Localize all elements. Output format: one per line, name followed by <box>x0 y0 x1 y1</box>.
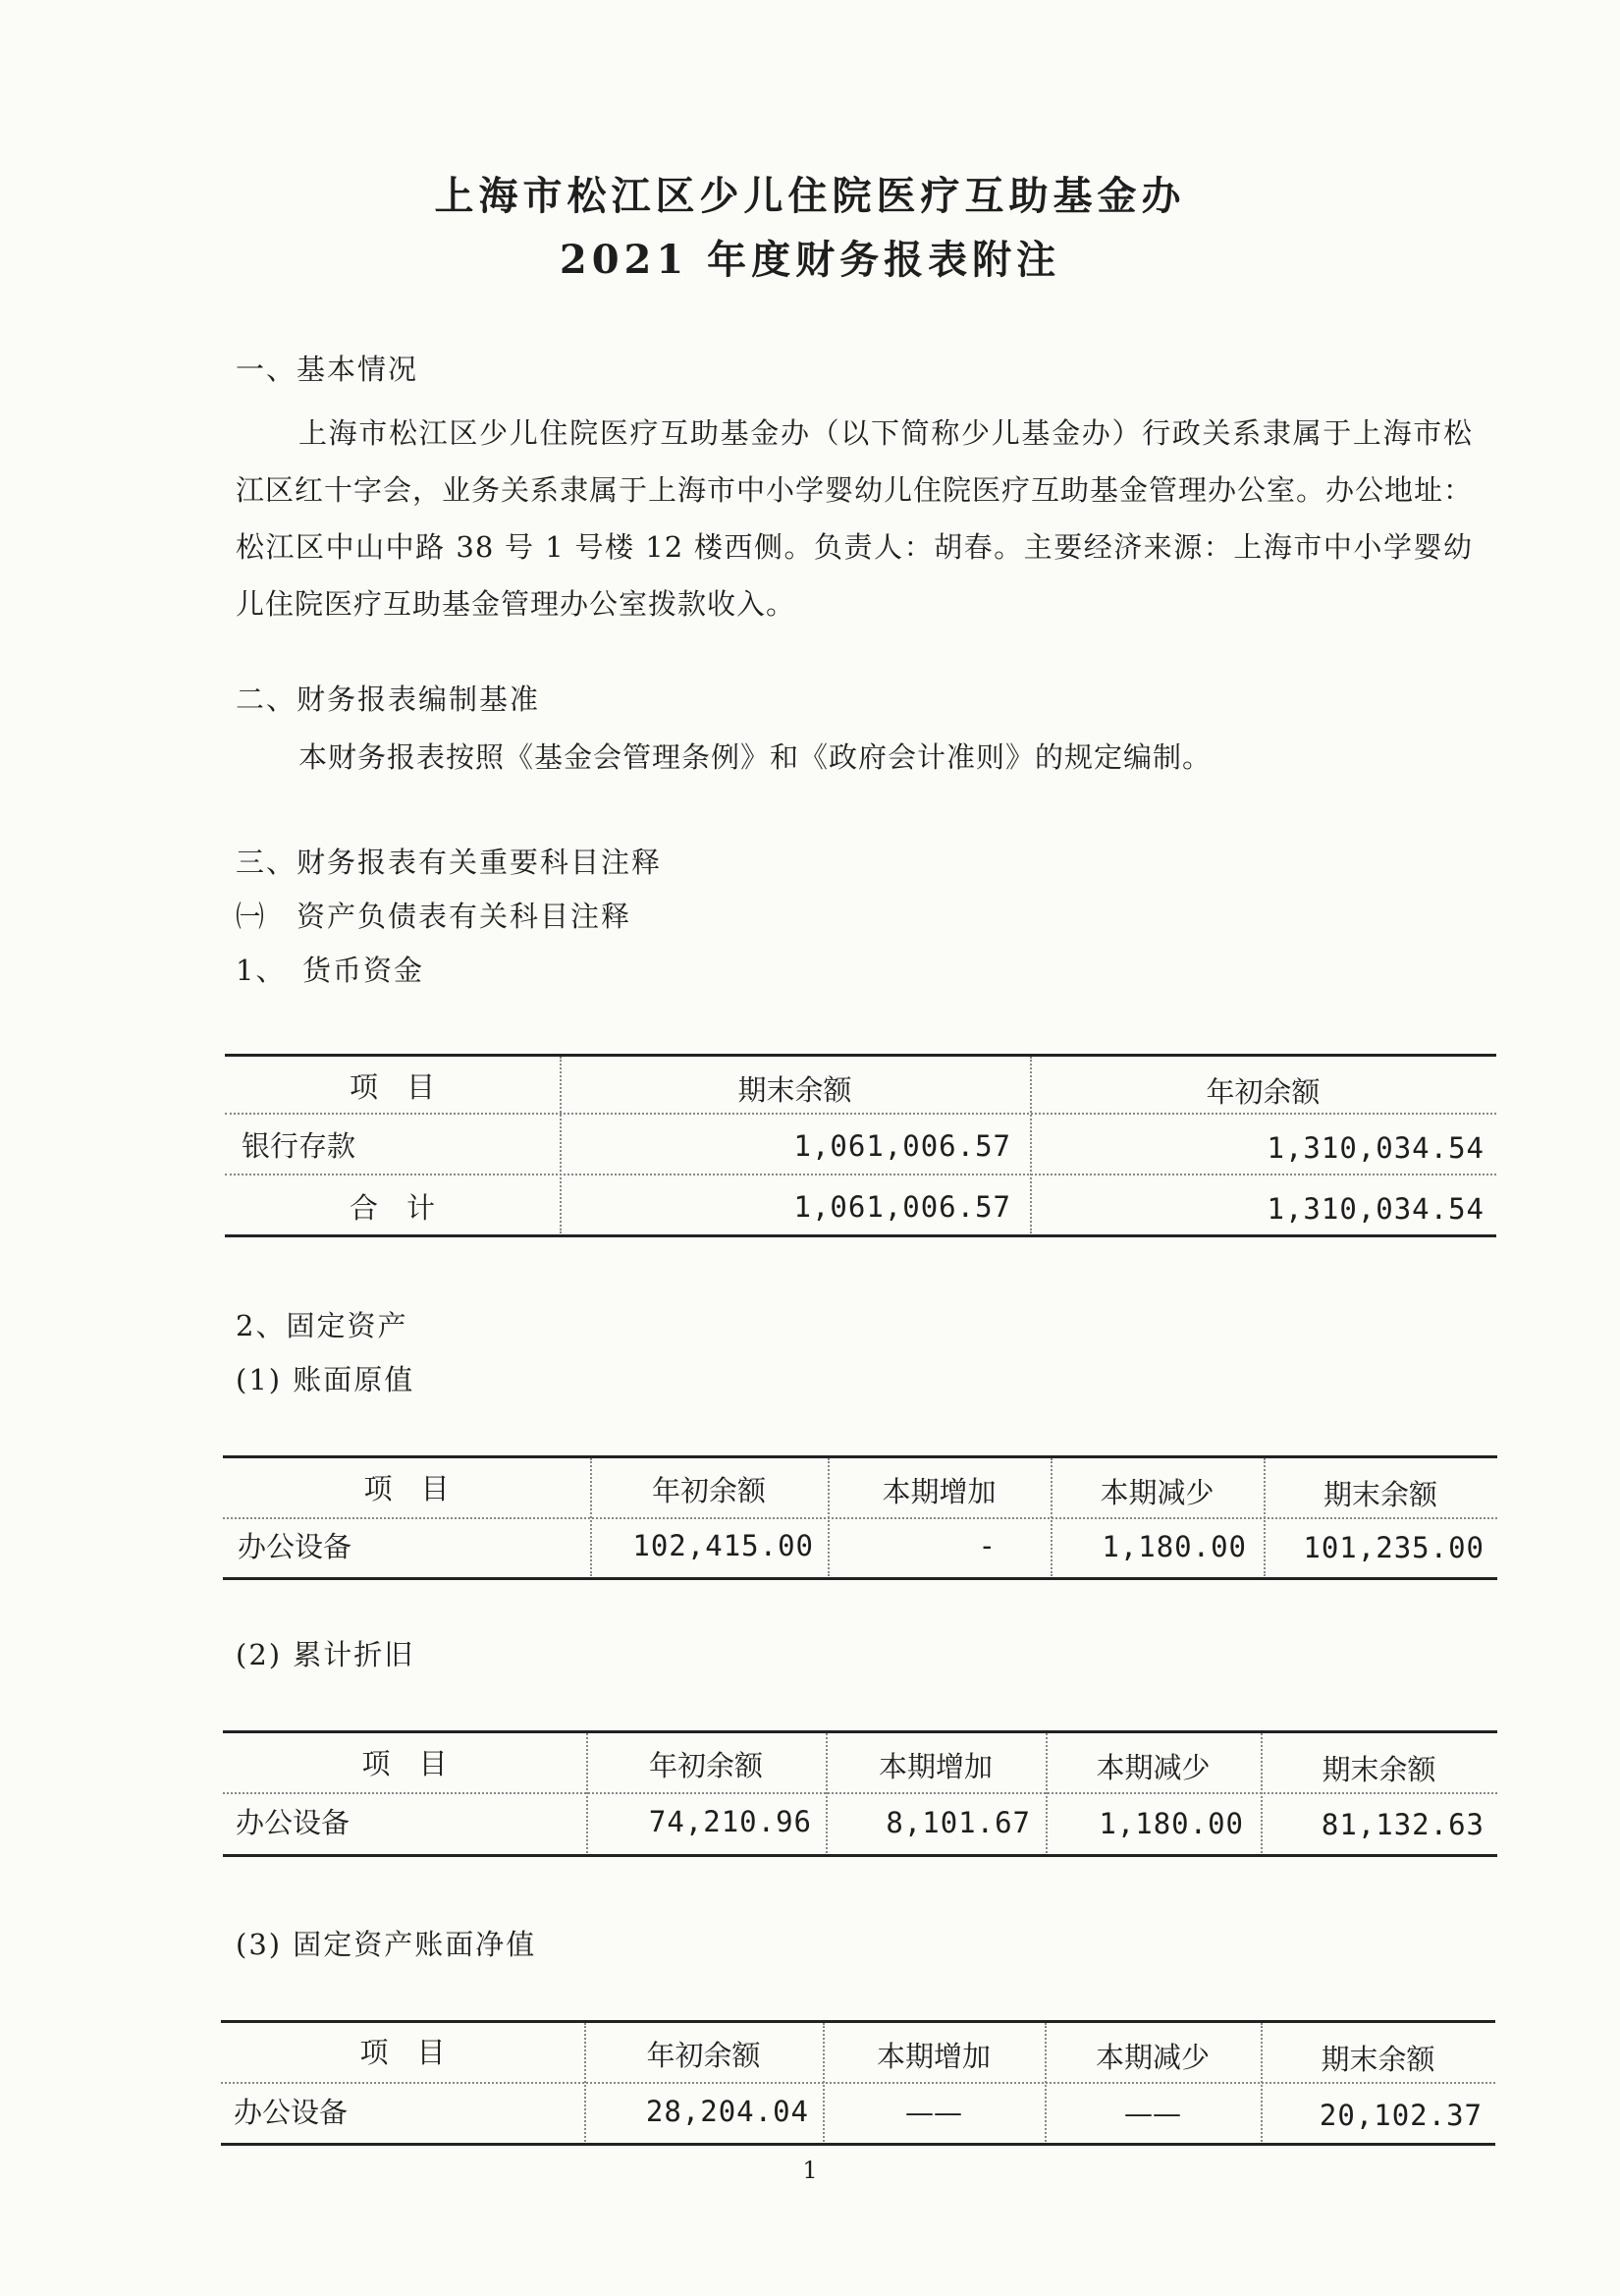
cash-row-total-label: 合 计 <box>349 1191 435 1225</box>
section1-heading: 一、基本情况 <box>236 353 419 386</box>
original-header-begin: 年初余额 <box>651 1474 766 1507</box>
depreciation-row-increase: 8,101.67 <box>886 1806 1031 1839</box>
depreciation-heading: (2) 累计折旧 <box>236 1638 415 1671</box>
section3-heading: 三、财务报表有关重要科目注释 <box>236 846 663 879</box>
net-row-end: 20,102.37 <box>1319 2099 1483 2132</box>
depreciation-header-end: 期末余额 <box>1322 1753 1436 1786</box>
depreciation-header-begin: 年初余额 <box>648 1749 763 1782</box>
original-row-decrease: 1,180.00 <box>1102 1530 1247 1563</box>
net-row-label: 办公设备 <box>234 2096 349 2129</box>
original-row-label: 办公设备 <box>238 1530 352 1563</box>
depreciation-row-label: 办公设备 <box>236 1806 351 1839</box>
cash-row-bank-end: 1,061,006.57 <box>793 1129 1011 1163</box>
original-row-end: 101,235.00 <box>1303 1531 1485 1564</box>
original-row-increase: - <box>978 1529 997 1562</box>
section1-body: 上海市松江区少儿住院医疗互助基金办（以下简称少儿基金办）行政关系隶属于上海市松江区红十字会，业务关系隶属于上海市中小学婴幼儿住院医疗互助基金管理办公室。办公地址：松江区中山中路 38 号 1 号楼 12 楼西侧。负责人：胡春。主要经济来源：上海市中小学婴幼儿住院医疗互助基金管理办公室拨款收入。 <box>236 416 1474 621</box>
cash-row-total-begin: 1,310,034.54 <box>1267 1192 1485 1226</box>
cash-header-item: 项 目 <box>349 1070 435 1104</box>
page-number: 1 <box>802 2157 818 2184</box>
cash-row-total-end: 1,061,006.57 <box>793 1190 1011 1224</box>
fixed-assets-heading: 2、固定资产 <box>236 1309 408 1342</box>
net-header-decrease: 本期减少 <box>1095 2041 1210 2074</box>
original-value-heading: (1) 账面原值 <box>236 1363 415 1396</box>
original-header-item: 项 目 <box>363 1472 450 1505</box>
cash-row-bank-label: 银行存款 <box>242 1129 356 1163</box>
net-row-decrease: —— <box>1124 2097 1181 2130</box>
depreciation-header-decrease: 本期减少 <box>1096 1751 1211 1784</box>
original-header-end: 期末余额 <box>1323 1478 1437 1511</box>
net-header-item: 项 目 <box>359 2036 446 2069</box>
document-title-line2: 2021 年度财务报表附注 <box>559 237 1061 283</box>
net-value-heading: (3) 固定资产账面净值 <box>236 1928 537 1961</box>
net-header-end: 期末余额 <box>1321 2043 1435 2076</box>
depreciation-row-decrease: 1,180.00 <box>1099 1807 1244 1840</box>
cash-header-end: 期末余额 <box>737 1073 852 1107</box>
depreciation-header-increase: 本期增加 <box>878 1750 993 1783</box>
net-header-begin: 年初余额 <box>646 2039 761 2072</box>
original-header-decrease: 本期减少 <box>1100 1476 1215 1509</box>
original-row-begin: 102,415.00 <box>632 1529 814 1562</box>
document-title-line1: 上海市松江区少儿住院医疗互助基金办 <box>434 173 1186 219</box>
cash-row-bank-begin: 1,310,034.54 <box>1267 1131 1485 1165</box>
section3-sub1: ㈠ 资产负债表有关科目注释 <box>236 900 632 933</box>
depreciation-row-begin: 74,210.96 <box>648 1805 812 1838</box>
cash-header-begin: 年初余额 <box>1206 1075 1321 1109</box>
section2-heading: 二、财务报表编制基准 <box>236 683 541 716</box>
net-row-increase: —— <box>905 2096 962 2129</box>
depreciation-row-end: 81,132.63 <box>1321 1808 1485 1841</box>
depreciation-header-item: 项 目 <box>361 1747 448 1780</box>
original-header-increase: 本期增加 <box>882 1475 997 1508</box>
section2-body: 本财务报表按照《基金会管理条例》和《政府会计准则》的规定编制。 <box>298 740 1213 774</box>
net-header-increase: 本期增加 <box>876 2040 991 2073</box>
cash-item-heading: 1、 货币资金 <box>236 954 424 987</box>
net-row-begin: 28,204.04 <box>645 2095 809 2128</box>
